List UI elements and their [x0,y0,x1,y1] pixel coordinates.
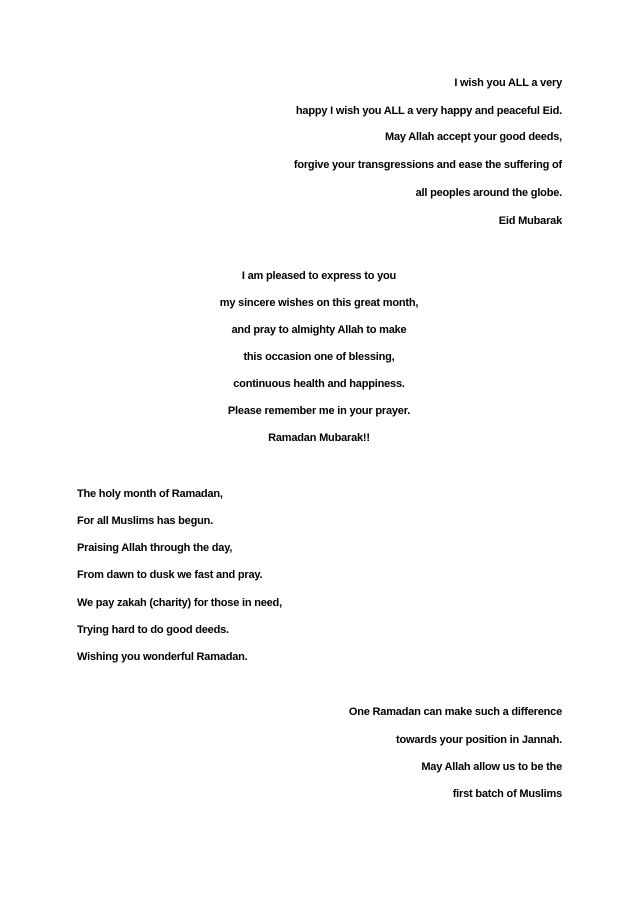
eid-line: I wish you ALL a very [454,77,562,89]
jannah-line: towards your position in Jannah. [396,734,562,746]
poem-line: Wishing you wonderful Ramadan. [77,651,248,663]
eid-line: all peoples around the globe. [415,187,562,199]
poem-line: Trying hard to do good deeds. [77,624,229,636]
eid-line: happy I wish you ALL a very happy and peaceful Eid. [295,105,562,117]
wishes-line: Please remember me in your prayer. [227,405,411,417]
jannah-line: May Allah allow us to be the [421,761,562,773]
eid-line: May Allah accept your good deeds, [385,131,562,143]
poem-line: Praising Allah through the day, [77,542,233,554]
wishes-line: I am pleased to express to you [241,270,397,282]
wishes-line: continuous health and happiness. [233,378,405,390]
poem-line: We pay zakah (charity) for those in need, [77,597,282,609]
wishes-line: my sincere wishes on this great month, [219,297,419,309]
jannah-line: first batch of Muslims [452,788,562,800]
poem-line: The holy month of Ramadan, [77,488,223,500]
wishes-line: and pray to almighty Allah to make [231,324,407,336]
wishes-line: Ramadan Mubarak!! [268,432,370,444]
jannah-line: One Ramadan can make such a difference [348,706,562,718]
eid-line: forgive your transgressions and ease the suffering of [293,159,562,171]
poem-line: For all Muslims has begun. [77,515,213,527]
wishes-line: this occasion one of blessing, [243,351,395,363]
poem-line: From dawn to dusk we fast and pray. [77,569,263,581]
eid-line: Eid Mubarak [498,215,562,227]
